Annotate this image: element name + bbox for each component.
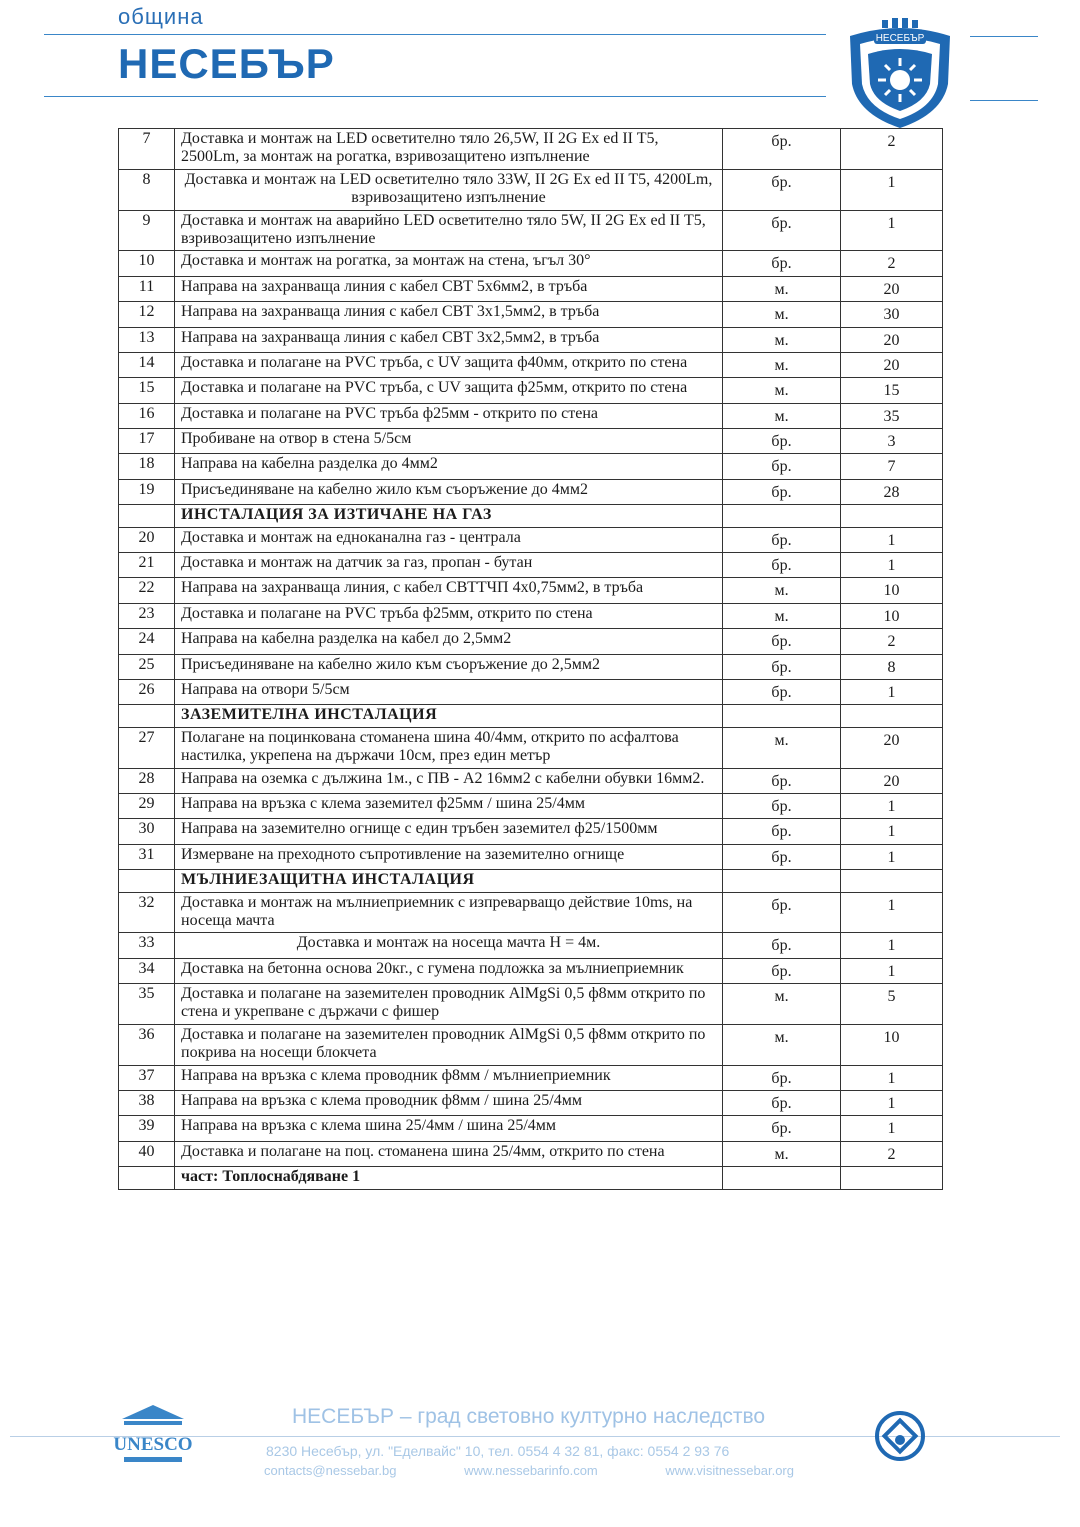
item-unit: бр. <box>723 768 841 793</box>
item-quantity: 10 <box>841 603 943 628</box>
svg-text:НЕСЕБЪР: НЕСЕБЪР <box>875 33 925 44</box>
item-quantity: 1 <box>841 958 943 983</box>
section-title: ИНСТАЛАЦИЯ ЗА ИЗТИЧАНЕ НА ГАЗ <box>175 505 723 527</box>
item-description: Направа на връзка с клема проводник ф8мм / мълниеприемник <box>175 1065 723 1090</box>
item-quantity: 20 <box>841 727 943 768</box>
table-row <box>119 578 943 603</box>
item-quantity: 1 <box>841 210 943 251</box>
table-row <box>119 429 943 454</box>
item-unit: бр. <box>723 629 841 654</box>
table-row <box>119 984 943 1025</box>
item-description: Пробиване на отвор в стена 5/5см <box>175 429 723 454</box>
footer-address: 8230 Несебър, ул. "Еделвайс" 10, тел. 0554 4 32 81, факс: 0554 2 93 76 <box>266 1443 730 1459</box>
item-unit: бр. <box>723 169 841 210</box>
item-number: 22 <box>119 578 175 603</box>
item-number: 18 <box>119 454 175 479</box>
item-unit: м. <box>723 1024 841 1065</box>
item-quantity <box>841 1167 943 1189</box>
item-number <box>119 1167 175 1189</box>
item-unit: бр. <box>723 679 841 704</box>
footer-site-info[interactable]: www.nessebarinfo.com <box>464 1463 598 1478</box>
item-unit: бр. <box>723 210 841 251</box>
item-description: Доставка и монтаж на мълниеприемник с изпреварващо действие 10ms, на носеща мачта <box>175 892 723 933</box>
item-unit <box>723 705 841 727</box>
section-title: МЪЛНИЕЗАЩИТНА ИНСТАЛАЦИЯ <box>175 870 723 892</box>
item-number <box>119 870 175 892</box>
item-number: 12 <box>119 302 175 327</box>
section-title: ЗАЗЕМИТЕЛНА ИНСТАЛАЦИЯ <box>175 705 723 727</box>
part-label-row <box>119 1167 943 1189</box>
item-unit: м. <box>723 1141 841 1166</box>
item-quantity: 5 <box>841 984 943 1025</box>
item-quantity: 8 <box>841 654 943 679</box>
item-number: 17 <box>119 429 175 454</box>
item-quantity: 15 <box>841 378 943 403</box>
item-unit <box>723 1167 841 1189</box>
section-header-row <box>119 505 943 527</box>
table-row <box>119 251 943 276</box>
item-unit: бр. <box>723 129 841 170</box>
item-quantity: 1 <box>841 553 943 578</box>
footer-slogan: НЕСЕБЪР – град световно културно наследство <box>292 1405 766 1428</box>
item-number: 27 <box>119 727 175 768</box>
item-unit: м. <box>723 578 841 603</box>
item-quantity: 1 <box>841 819 943 844</box>
item-description: Доставка и полагане на PVC тръба, с UV защита ф25мм, открито по стена <box>175 378 723 403</box>
item-unit: бр. <box>723 1065 841 1090</box>
item-unit: бр. <box>723 1116 841 1141</box>
item-description: Доставка и полагане на заземителен проводник AlMgSi 0,5 ф8мм открито по стена и укрепване с държачи с фишер <box>175 984 723 1025</box>
item-description: Направа на захранваща линия с кабел СВТ 3х1,5мм2, в тръба <box>175 302 723 327</box>
item-number: 14 <box>119 352 175 377</box>
item-unit: м. <box>723 727 841 768</box>
table-row <box>119 654 943 679</box>
table-row <box>119 210 943 251</box>
item-number: 16 <box>119 403 175 428</box>
item-quantity: 1 <box>841 527 943 552</box>
item-unit: бр. <box>723 958 841 983</box>
item-quantity: 2 <box>841 251 943 276</box>
item-description: Направа на захранваща линия, с кабел СВТТЧП 4х0,75мм2, в тръба <box>175 578 723 603</box>
table-row <box>119 603 943 628</box>
item-unit: бр. <box>723 251 841 276</box>
item-number: 23 <box>119 603 175 628</box>
item-number: 37 <box>119 1065 175 1090</box>
item-quantity: 20 <box>841 276 943 301</box>
item-number: 30 <box>119 819 175 844</box>
item-description: Направа на връзка с клема заземител ф25мм / шина 25/4мм <box>175 793 723 818</box>
table-row <box>119 1065 943 1090</box>
item-number: 8 <box>119 169 175 210</box>
item-unit: м. <box>723 352 841 377</box>
table-row <box>119 727 943 768</box>
bill-of-quantities-table <box>118 128 943 1190</box>
table-row <box>119 129 943 170</box>
item-number: 39 <box>119 1116 175 1141</box>
part-label: част: Топлоснабдяване 1 <box>175 1167 723 1189</box>
header-bottom-rule <box>44 96 826 97</box>
item-quantity: 1 <box>841 1065 943 1090</box>
item-unit: бр. <box>723 1091 841 1116</box>
header-top-rule <box>44 34 826 35</box>
item-number: 29 <box>119 793 175 818</box>
table-row <box>119 844 943 869</box>
table-row <box>119 1024 943 1065</box>
table-row <box>119 933 943 958</box>
item-number: 9 <box>119 210 175 251</box>
item-description: Доставка и монтаж на датчик за газ, пропан - бутан <box>175 553 723 578</box>
item-unit <box>723 505 841 527</box>
item-unit: бр. <box>723 844 841 869</box>
item-quantity: 3 <box>841 429 943 454</box>
item-description: Измерване на преходното съпротивление на заземително огнище <box>175 844 723 869</box>
item-quantity: 10 <box>841 1024 943 1065</box>
item-number: 25 <box>119 654 175 679</box>
table-row <box>119 403 943 428</box>
table-row <box>119 1091 943 1116</box>
item-number: 19 <box>119 479 175 504</box>
item-quantity: 35 <box>841 403 943 428</box>
municipality-name: НЕСЕБЪР <box>118 40 335 87</box>
item-quantity: 1 <box>841 844 943 869</box>
item-number: 20 <box>119 527 175 552</box>
item-quantity: 20 <box>841 352 943 377</box>
item-description: Присъединяване на кабелно жило към съоръжение до 2,5мм2 <box>175 654 723 679</box>
table-row <box>119 819 943 844</box>
item-unit: бр. <box>723 793 841 818</box>
item-unit: бр. <box>723 527 841 552</box>
item-quantity: 1 <box>841 793 943 818</box>
item-description: Доставка и монтаж на едноканална газ - централа <box>175 527 723 552</box>
item-description: Полагане на поцинкована стоманена шина 40/4мм, открито по асфалтова настилка, укрепена на държачи 10см, през един метър <box>175 727 723 768</box>
item-quantity: 7 <box>841 454 943 479</box>
item-description: Доставка и полагане на поц. стоманена шина 25/4мм, открито по стена <box>175 1141 723 1166</box>
item-quantity: 30 <box>841 302 943 327</box>
item-quantity: 2 <box>841 1141 943 1166</box>
table-row <box>119 553 943 578</box>
item-description: Направа на заземително огнище с един тръбен заземител ф25/1500мм <box>175 819 723 844</box>
item-number <box>119 705 175 727</box>
item-number: 34 <box>119 958 175 983</box>
item-description: Направа на кабелна разделка до 4мм2 <box>175 454 723 479</box>
item-unit: бр. <box>723 479 841 504</box>
item-quantity: 1 <box>841 1116 943 1141</box>
item-unit: бр. <box>723 553 841 578</box>
item-unit: бр. <box>723 892 841 933</box>
item-number: 32 <box>119 892 175 933</box>
item-unit: бр. <box>723 819 841 844</box>
table-row <box>119 768 943 793</box>
municipality-label: община <box>118 4 204 29</box>
section-header-row <box>119 705 943 727</box>
table-row <box>119 327 943 352</box>
table-row <box>119 454 943 479</box>
item-quantity: 1 <box>841 169 943 210</box>
item-quantity: 1 <box>841 1091 943 1116</box>
item-unit: м. <box>723 378 841 403</box>
item-description: Направа на отвори 5/5см <box>175 679 723 704</box>
item-description: Направа на захранваща линия с кабел СВТ 3х2,5мм2, в тръба <box>175 327 723 352</box>
item-unit: м. <box>723 327 841 352</box>
item-description: Направа на връзка с клема проводник ф8мм / шина 25/4мм <box>175 1091 723 1116</box>
footer-site-visit[interactable]: www.visitnessebar.org <box>665 1463 794 1478</box>
item-number: 24 <box>119 629 175 654</box>
item-number: 28 <box>119 768 175 793</box>
header-right-rule-top <box>970 36 1038 37</box>
item-number: 38 <box>119 1091 175 1116</box>
item-description: Доставка на бетонна основа 20кг., с гумена подложка за мълниеприемник <box>175 958 723 983</box>
item-number: 40 <box>119 1141 175 1166</box>
item-description: Доставка и полагане на PVC тръба ф25мм - открито по стена <box>175 403 723 428</box>
item-quantity: 28 <box>841 479 943 504</box>
table-row <box>119 1141 943 1166</box>
item-number: 11 <box>119 276 175 301</box>
item-number: 10 <box>119 251 175 276</box>
item-number: 36 <box>119 1024 175 1065</box>
item-unit: м. <box>723 302 841 327</box>
table-row <box>119 302 943 327</box>
table-row <box>119 679 943 704</box>
item-quantity: 1 <box>841 933 943 958</box>
item-quantity: 20 <box>841 327 943 352</box>
item-unit <box>723 870 841 892</box>
table-row <box>119 378 943 403</box>
footer-email[interactable]: contacts@nessebar.bg <box>264 1463 397 1478</box>
item-quantity: 20 <box>841 768 943 793</box>
item-number: 33 <box>119 933 175 958</box>
table-row <box>119 1116 943 1141</box>
item-unit: бр. <box>723 933 841 958</box>
footer-contacts <box>264 1463 794 1478</box>
table-row <box>119 169 943 210</box>
item-quantity: 1 <box>841 679 943 704</box>
item-quantity: 2 <box>841 629 943 654</box>
item-unit: м. <box>723 403 841 428</box>
item-description: Направа на връзка с клема шина 25/4мм / шина 25/4мм <box>175 1116 723 1141</box>
table-row <box>119 892 943 933</box>
item-number: 35 <box>119 984 175 1025</box>
item-number <box>119 505 175 527</box>
item-number: 31 <box>119 844 175 869</box>
item-number: 26 <box>119 679 175 704</box>
item-quantity <box>841 870 943 892</box>
item-description: Направа на оземка с дължина 1м., с ПВ - А2 16мм2 с кабелни обувки 16мм2. <box>175 768 723 793</box>
item-unit: м. <box>723 276 841 301</box>
table-row <box>119 276 943 301</box>
item-description: Доставка и монтаж на аварийно LED осветително тяло 5W, II 2G Ex ed II T5, взривозащитено изпълнение <box>175 210 723 251</box>
table-row <box>119 352 943 377</box>
item-description: Присъединяване на кабелно жило към съоръжение до 4мм2 <box>175 479 723 504</box>
item-unit: м. <box>723 984 841 1025</box>
item-quantity <box>841 505 943 527</box>
item-number: 7 <box>119 129 175 170</box>
item-unit: бр. <box>723 654 841 679</box>
item-unit: бр. <box>723 429 841 454</box>
nessebar-crest-logo <box>838 14 962 132</box>
item-number: 15 <box>119 378 175 403</box>
item-description: Доставка и полагане на PVC тръба, с UV защита ф40мм, открито по стена <box>175 352 723 377</box>
item-quantity: 1 <box>841 892 943 933</box>
item-description: Доставка и монтаж на LED осветително тяло 26,5W, II 2G Ex ed II T5, 2500Lm, за монтаж на рогатка, взривозащитено изпълнение <box>175 129 723 170</box>
table-row <box>119 793 943 818</box>
item-unit: м. <box>723 603 841 628</box>
item-quantity <box>841 705 943 727</box>
item-quantity: 2 <box>841 129 943 170</box>
item-unit: бр. <box>723 454 841 479</box>
item-description: Доставка и монтаж на LED осветително тяло 33W, II 2G Ex ed II T5, 4200Lm, взривозащитено изпълнение <box>175 169 723 210</box>
header-right-rule-bottom <box>970 100 1038 101</box>
item-description: Доставка и монтаж на рогатка, за монтаж на стена, ъгъл 30° <box>175 251 723 276</box>
unesco-logo <box>113 1403 193 1465</box>
item-number: 21 <box>119 553 175 578</box>
section-header-row <box>119 870 943 892</box>
item-number: 13 <box>119 327 175 352</box>
item-description: Доставка и монтаж на носеща мачта H = 4м. <box>175 933 723 958</box>
item-description: Направа на кабелна разделка на кабел до 2,5мм2 <box>175 629 723 654</box>
table-row <box>119 527 943 552</box>
table-row <box>119 479 943 504</box>
table-row <box>119 958 943 983</box>
item-quantity: 10 <box>841 578 943 603</box>
item-description: Доставка и полагане на заземителен проводник AlMgSi 0,5 ф8мм открито по покрива на носещи блокчета <box>175 1024 723 1065</box>
item-description: Направа на захранваща линия с кабел СВТ 5х6мм2, в тръба <box>175 276 723 301</box>
world-heritage-emblem-icon <box>874 1410 926 1462</box>
svg-text:UNESCO: UNESCO <box>113 1434 193 1455</box>
item-description: Доставка и полагане на PVC тръба ф25мм, открито по стена <box>175 603 723 628</box>
table-row <box>119 629 943 654</box>
